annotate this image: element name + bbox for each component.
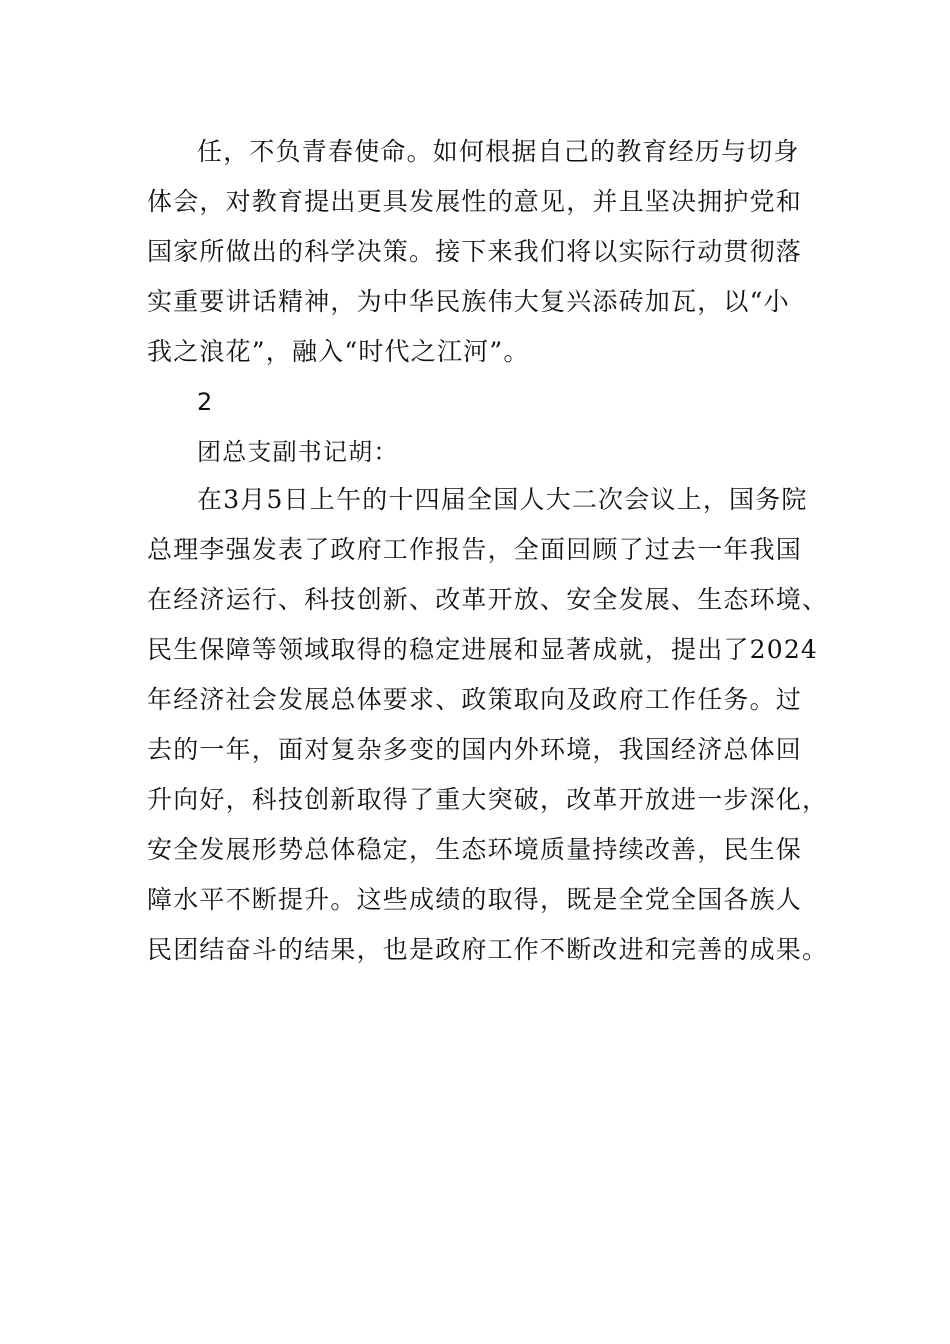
paragraph-line: 总理李强发表了政府工作报告，全面回顾了过去一年我国 bbox=[147, 535, 803, 564]
paragraph-line: 任，不负青春使命。如何根据自己的教育经历与切身 bbox=[197, 137, 800, 166]
speaker-heading: 团总支副书记胡： bbox=[197, 438, 399, 466]
paragraph-line: 去的一年，面对复杂多变的国内外环境，我国经济总体回 bbox=[147, 735, 803, 764]
paragraph-line: 障水平不断提升。这些成绩的取得，既是全党全国各族人 bbox=[147, 885, 803, 914]
paragraph-line: 我之浪花”，融入“时代之江河”。 bbox=[147, 337, 530, 366]
paragraph-line: 年经济社会发展总体要求、政策取向及政府工作任务。过 bbox=[147, 685, 803, 714]
paragraph-line: 体会，对教育提出更具发展性的意见，并且坚决拥护党和 bbox=[147, 187, 803, 216]
paragraph-line: 实重要讲话精神，为中华民族伟大复兴添砖加瓦，以“小 bbox=[147, 287, 790, 316]
paragraph-line: 民生保障等领域取得的稳定进展和显著成就，提出了2024 bbox=[147, 635, 819, 664]
paragraph-line: 安全发展形势总体稳定，生态环境质量持续改善，民生保 bbox=[147, 835, 803, 864]
paragraph-line: 升向好，科技创新取得了重大突破，改革开放进一步深化， bbox=[147, 785, 829, 814]
paragraph-line: 民团结奋斗的结果，也是政府工作不断改进和完善的成果。 bbox=[147, 935, 829, 964]
section-number: 2 bbox=[197, 388, 214, 416]
paragraph-line: 国家所做出的科学决策。接下来我们将以实际行动贯彻落 bbox=[147, 237, 803, 266]
paragraph-line: 在3月5日上午的十四届全国人大二次会议上，国务院 bbox=[197, 485, 808, 514]
paragraph-line: 在经济运行、科技创新、改革开放、安全发展、生态环境、 bbox=[147, 585, 829, 614]
